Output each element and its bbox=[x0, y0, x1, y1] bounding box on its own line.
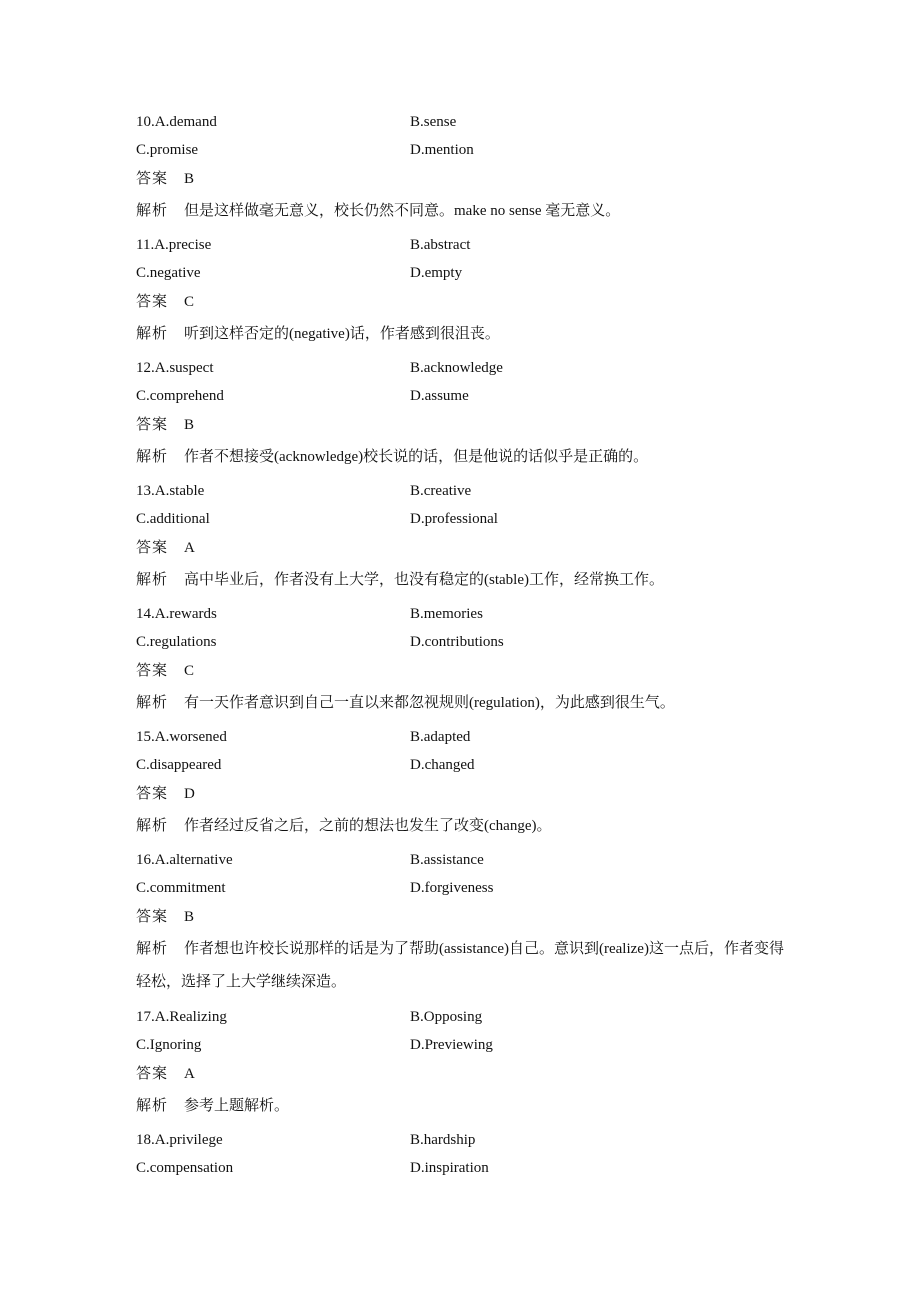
analysis-label: 解析 bbox=[136, 818, 169, 834]
analysis-text: 作者经过反省之后，之前的想法也发生了改变(change)。 bbox=[184, 818, 552, 834]
option-a: 12.A.suspect bbox=[136, 360, 214, 376]
analysis-line bbox=[136, 933, 796, 999]
options-row-ab bbox=[136, 1131, 796, 1149]
option-a: 16.A.alternative bbox=[136, 852, 233, 868]
answer-line bbox=[136, 662, 796, 680]
option-b: B.hardship bbox=[410, 1132, 476, 1148]
answer-line bbox=[136, 170, 796, 188]
answer-value: C bbox=[184, 663, 195, 679]
analysis-label: 解析 bbox=[136, 572, 169, 588]
option-c: C.regulations bbox=[136, 634, 217, 650]
answer-label: 答案 bbox=[136, 171, 169, 187]
answer-value: A bbox=[184, 540, 195, 556]
answer-value: A bbox=[184, 1066, 195, 1082]
option-c: C.Ignoring bbox=[136, 1037, 202, 1053]
option-d: D.contributions bbox=[410, 634, 504, 650]
answer-line bbox=[136, 908, 796, 926]
option-a: 17.A.Realizing bbox=[136, 1009, 227, 1025]
analysis-text: 高中毕业后，作者没有上大学，也没有稳定的(stable)工作，经常换工作。 bbox=[184, 572, 664, 588]
option-d: D.inspiration bbox=[410, 1160, 489, 1176]
option-a: 15.A.worsened bbox=[136, 729, 227, 745]
answer-line bbox=[136, 539, 796, 557]
analysis-line bbox=[136, 817, 796, 835]
option-d: D.assume bbox=[410, 388, 469, 404]
answer-line bbox=[136, 293, 796, 311]
options-row-cd bbox=[136, 879, 796, 897]
answer-label: 答案 bbox=[136, 909, 169, 925]
option-a: 14.A.rewards bbox=[136, 606, 217, 622]
options-row-cd bbox=[136, 510, 796, 528]
answer-label: 答案 bbox=[136, 294, 169, 310]
analysis-text: 有一天作者意识到自己一直以来都忽视规则(regulation)，为此感到很生气。 bbox=[184, 695, 675, 711]
analysis-label: 解析 bbox=[136, 326, 169, 342]
answer-label: 答案 bbox=[136, 540, 169, 556]
option-b: B.assistance bbox=[410, 852, 484, 868]
analysis-line bbox=[136, 694, 796, 712]
analysis-line bbox=[136, 1097, 796, 1115]
options-row-ab bbox=[136, 851, 796, 869]
option-b: B.memories bbox=[410, 606, 483, 622]
option-d: D.forgiveness bbox=[410, 880, 494, 896]
analysis-text: 但是这样做毫无意义，校长仍然不同意。make no sense 毫无意义。 bbox=[184, 203, 621, 219]
analysis-line bbox=[136, 325, 796, 343]
option-c: C.additional bbox=[136, 511, 210, 527]
options-row-ab bbox=[136, 236, 796, 254]
option-d: D.professional bbox=[410, 511, 498, 527]
analysis-label: 解析 bbox=[136, 449, 169, 465]
answer-label: 答案 bbox=[136, 1066, 169, 1082]
options-row-ab bbox=[136, 113, 796, 131]
option-c: C.negative bbox=[136, 265, 201, 281]
option-c: C.disappeared bbox=[136, 757, 222, 773]
options-row-ab bbox=[136, 359, 796, 377]
analysis-text: 听到这样否定的(negative)话，作者感到很沮丧。 bbox=[184, 326, 500, 342]
options-row-cd bbox=[136, 1036, 796, 1054]
answer-label: 答案 bbox=[136, 417, 169, 433]
option-c: C.commitment bbox=[136, 880, 226, 896]
option-b: B.Opposing bbox=[410, 1009, 483, 1025]
option-d: D.mention bbox=[410, 142, 474, 158]
options-row-ab bbox=[136, 482, 796, 500]
options-row-ab bbox=[136, 1008, 796, 1026]
options-row-cd bbox=[136, 1159, 796, 1177]
option-c: C.promise bbox=[136, 142, 199, 158]
option-b: B.creative bbox=[410, 483, 472, 499]
option-c: C.comprehend bbox=[136, 388, 224, 404]
options-row-cd bbox=[136, 756, 796, 774]
option-a: 10.A.demand bbox=[136, 114, 217, 130]
options-row-cd bbox=[136, 141, 796, 159]
option-a: 13.A.stable bbox=[136, 483, 205, 499]
analysis-text: 作者想也许校长说那样的话是为了帮助(assistance)自己。意识到(realize)这一点后，作者变得轻松，选择了上大学继续深造。 bbox=[136, 941, 784, 990]
answer-value: C bbox=[184, 294, 195, 310]
option-b: B.abstract bbox=[410, 237, 471, 253]
analysis-line bbox=[136, 448, 796, 466]
answer-label: 答案 bbox=[136, 786, 169, 802]
analysis-label: 解析 bbox=[136, 695, 169, 711]
option-d: D.Previewing bbox=[410, 1037, 493, 1053]
answer-line bbox=[136, 1065, 796, 1083]
options-row-cd bbox=[136, 264, 796, 282]
options-row-ab bbox=[136, 605, 796, 623]
analysis-text: 作者不想接受(acknowledge)校长说的话，但是他说的话似乎是正确的。 bbox=[184, 449, 649, 465]
answer-value: B bbox=[184, 417, 195, 433]
analysis-label: 解析 bbox=[136, 1098, 169, 1114]
option-d: D.changed bbox=[410, 757, 475, 773]
analysis-label: 解析 bbox=[136, 941, 169, 957]
answer-line bbox=[136, 785, 796, 803]
analysis-line bbox=[136, 571, 796, 589]
options-row-ab bbox=[136, 728, 796, 746]
answer-label: 答案 bbox=[136, 663, 169, 679]
answer-value: B bbox=[184, 171, 195, 187]
option-b: B.acknowledge bbox=[410, 360, 503, 376]
answer-value: D bbox=[184, 786, 195, 802]
option-a: 11.A.precise bbox=[136, 237, 212, 253]
analysis-line bbox=[136, 202, 796, 220]
options-row-cd bbox=[136, 387, 796, 405]
answer-value: B bbox=[184, 909, 195, 925]
option-b: B.sense bbox=[410, 114, 457, 130]
option-a: 18.A.privilege bbox=[136, 1132, 223, 1148]
analysis-label: 解析 bbox=[136, 203, 169, 219]
answer-line bbox=[136, 416, 796, 434]
option-b: B.adapted bbox=[410, 729, 471, 745]
options-row-cd bbox=[136, 633, 796, 651]
analysis-text: 参考上题解析。 bbox=[184, 1098, 290, 1114]
option-c: C.compensation bbox=[136, 1160, 234, 1176]
option-d: D.empty bbox=[410, 265, 463, 281]
